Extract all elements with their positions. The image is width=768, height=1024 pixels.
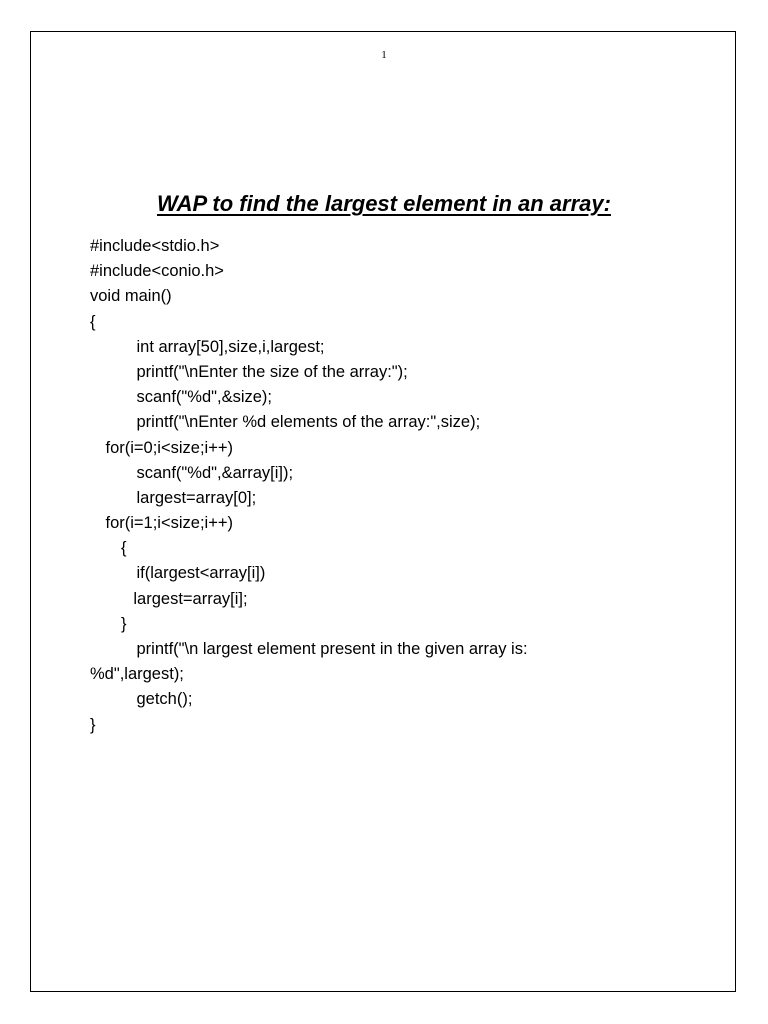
page-number: 1 — [381, 49, 387, 61]
code-line: printf("\nEnter %d elements of the array:",size); — [136, 413, 481, 432]
code-line: int array[50],size,i,largest; — [136, 337, 325, 356]
code-line: printf("\nEnter the size of the array:"); — [136, 362, 408, 381]
code-line: getch(); — [136, 690, 193, 709]
code-line: for(i=0;i<size;i++) — [105, 438, 233, 457]
code-line: for(i=1;i<size;i++) — [105, 514, 233, 533]
page-title: WAP to find the largest element in an array: — [157, 191, 611, 216]
code-line: { — [90, 312, 96, 331]
code-block — [90, 234, 710, 738]
code-line: %d",largest); — [90, 665, 184, 684]
code-line: printf("\n largest element present in the given array is: — [136, 640, 528, 658]
code-line: scanf("%d",&size); — [136, 388, 273, 407]
code-line: } — [121, 614, 127, 633]
code-line: scanf("%d",&array[i]); — [136, 463, 294, 482]
code-line: largest=array[0]; — [136, 488, 257, 507]
code-line: if(largest<array[i]) — [136, 564, 266, 583]
code-line: void main() — [90, 287, 172, 306]
code-line: } — [90, 715, 96, 734]
code-line: #include<stdio.h> — [90, 237, 220, 255]
code-line: #include<conio.h> — [90, 262, 224, 281]
code-line: largest=array[i]; — [133, 589, 248, 608]
code-line: { — [121, 539, 127, 558]
